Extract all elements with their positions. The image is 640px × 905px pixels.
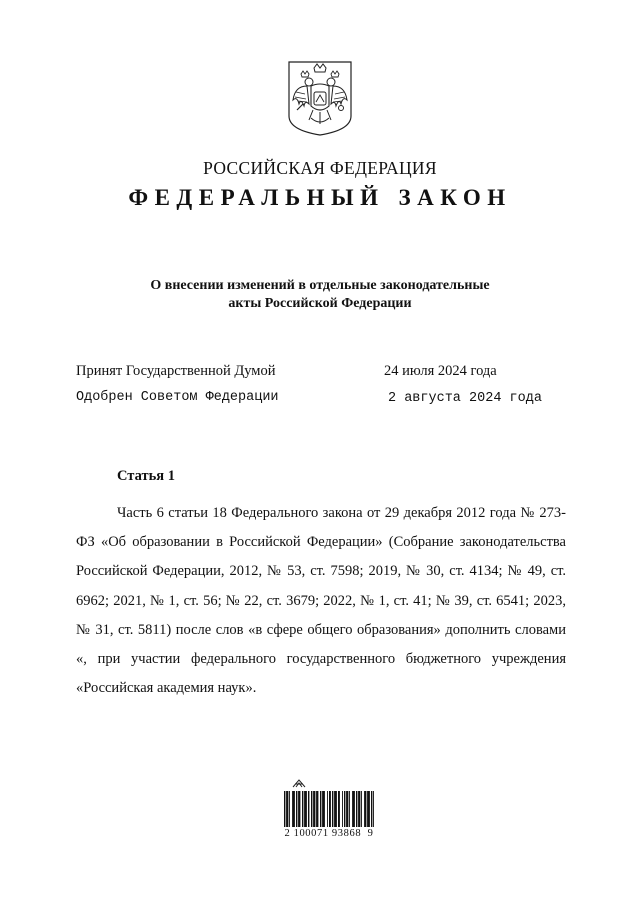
barcode-bar bbox=[327, 791, 328, 827]
barcode-bar bbox=[373, 791, 374, 827]
duma-adoption-label: Принят Государственной Думой bbox=[76, 363, 276, 379]
barcode-bar bbox=[314, 791, 315, 827]
council-approval-label: Одобрен Советом Федерации bbox=[76, 390, 279, 405]
barcode-bar bbox=[349, 791, 350, 827]
barcode-bar bbox=[289, 791, 290, 827]
barcode-bar bbox=[306, 791, 307, 827]
barcode-bar bbox=[324, 791, 325, 827]
barcode-bar bbox=[313, 791, 314, 827]
barcode-bar bbox=[296, 791, 297, 827]
barcode-bar bbox=[347, 791, 348, 827]
subject-line-1: О внесении изменений в отдельные законодательные bbox=[150, 278, 490, 293]
barcode-bar bbox=[311, 791, 312, 827]
article-heading: Статья 1 bbox=[117, 468, 175, 484]
barcode-bar bbox=[365, 791, 366, 827]
barcode-bar bbox=[369, 791, 370, 827]
coat-of-arms-emblem bbox=[287, 60, 353, 137]
duma-adoption-date: 24 июля 2024 года bbox=[384, 363, 497, 379]
title-word-federal: ФЕДЕРАЛЬНЫЙ bbox=[128, 185, 385, 210]
barcode-bar bbox=[322, 791, 323, 827]
barcode-bar bbox=[294, 791, 295, 827]
barcode-bar bbox=[352, 791, 353, 827]
title-word-law: ЗАКОН bbox=[398, 185, 512, 210]
barcode-bar bbox=[364, 791, 365, 827]
barcode-bar bbox=[334, 791, 335, 827]
barcode-bar bbox=[304, 791, 305, 827]
barcode-bar bbox=[316, 791, 317, 827]
barcode-bar bbox=[354, 791, 355, 827]
document-title bbox=[0, 185, 640, 211]
barcode-bar bbox=[302, 791, 303, 827]
barcode-bar bbox=[308, 791, 309, 827]
barcode-bar bbox=[371, 791, 372, 827]
barcode-bar bbox=[298, 791, 299, 827]
barcode-bar bbox=[344, 791, 345, 827]
barcode-bar bbox=[361, 791, 362, 827]
subject-line-2: акты Российской Федерации bbox=[228, 296, 412, 311]
barcode-bar bbox=[359, 791, 360, 827]
barcode-bar bbox=[330, 791, 331, 827]
barcode-bar bbox=[292, 791, 293, 827]
barcode-bar bbox=[346, 791, 347, 827]
barcode-bar bbox=[320, 791, 321, 827]
barcode-bar bbox=[286, 791, 287, 827]
barcode-bar bbox=[356, 791, 357, 827]
country-name: РОССИЙСКАЯ ФЕДЕРАЦИЯ bbox=[203, 158, 437, 178]
barcode-bar bbox=[339, 791, 340, 827]
barcode-bar bbox=[284, 791, 285, 827]
barcode-bar bbox=[299, 791, 300, 827]
barcode-bar bbox=[336, 791, 337, 827]
barcode-bar bbox=[342, 791, 343, 827]
article-text: Часть 6 статьи 18 Федерального закона от 29 декабря 2012 года № 273-ФЗ «Об образовании в Российской Федерации» (Собрание законодательства Российской Федерации, 2012, № 53, ст. 7598; 2019, № 30, ст. 4134; № 49, ст. 6962; 2021, № 1, ст. 56; № 22, ст. 3679; 2022, № 1, ст. 41; № 39, ст. 6541; 2023, № 31, ст. 5811) после слов «в сфере общего образования» дополнить словами «, при участии федерального государственного бюджетного учреждения «Российская академия наук». bbox=[76, 505, 566, 697]
barcode-bar bbox=[287, 791, 288, 827]
barcode-bar bbox=[367, 791, 368, 827]
barcode-bar bbox=[332, 791, 333, 827]
barcode-icon bbox=[284, 791, 374, 827]
law-subject bbox=[0, 277, 640, 313]
barcode-mark-icon bbox=[292, 778, 306, 788]
barcode-number: 2 100071 93868 9 bbox=[284, 828, 374, 839]
council-approval-date: 2 августа 2024 года bbox=[388, 391, 542, 406]
barcode-bar bbox=[358, 791, 359, 827]
barcode-bar bbox=[317, 791, 318, 827]
